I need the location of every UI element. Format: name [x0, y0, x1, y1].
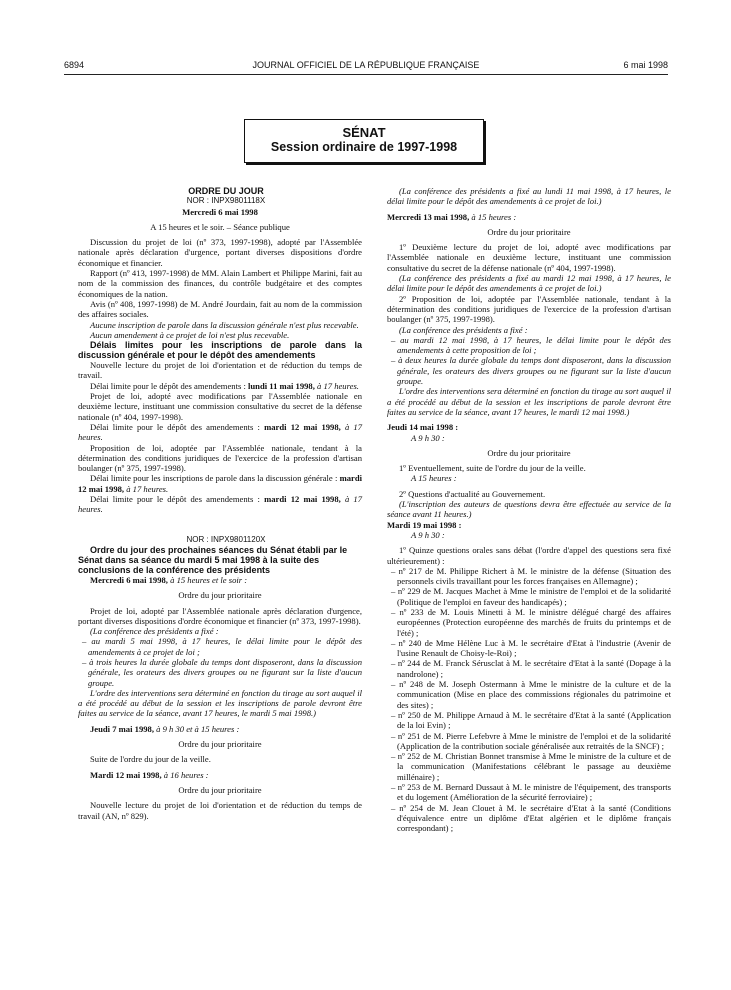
ordre-prioritaire-label: Ordre du jour prioritaire — [487, 447, 571, 458]
section-heading-delais: Délais limites pour les inscriptions de parole dans la discussion générale et pour le dépôt des amendements — [78, 340, 362, 361]
section-heading-prochaines-seances: Ordre du jour des prochaines séances du Sénat établi par le Sénat dans sa séance du mardi 5 mai 1998 à la suite des conclusions de la conférence des présidents — [78, 544, 348, 575]
paragraph: Nouvelle lecture du projet de loi d'orientation et de réduction du temps de travail. — [78, 360, 362, 381]
list-item: – à trois heures la durée globale du temps dont disposeront, dans la discussion générale, les orateurs des divers groupes ou ne figurant sur la liste d'aucun groupe. — [82, 656, 362, 688]
date-heading-6: Jeudi 14 mai 1998 : — [387, 422, 459, 433]
ordre-prioritaire-label: Ordre du jour prioritaire — [178, 784, 262, 795]
question-item: – nº 254 de M. Jean Clouet à M. le secrétaire d'Etat à la santé (Conditions d'équivalence entre un diplôme d'Etat algérien et le diplôme français correspondant) ; — [391, 802, 671, 834]
left-column — [78, 186, 362, 821]
paragraph: Délai limite pour le dépôt des amendements : mardi 12 mai 1998, à 17 heures. — [78, 421, 363, 443]
date-heading-3: Jeudi 7 mai 1998, à 9 h 30 et à 15 heures : — [90, 723, 240, 734]
question-item: – nº 251 de M. Pierre Lefebvre à Mme le ministre de l'emploi et de la solidarité (Application de la contribution sociale généralisée aux retraités de la SNCF) ; — [391, 730, 671, 751]
question-item: – nº 248 de M. Joseph Ostermann à Mme le ministre de la culture et de la communication (Mise en place des commissions régionales du patrimoine et des sites) ; — [391, 679, 671, 710]
time-label: A 9 h 30 : — [411, 529, 445, 540]
paragraph: L'ordre des interventions sera déterminé en fonction du tirage au sort auquel il a été procédé au début de la session et les inscriptions de parole devront être faites au service de la séance, avant 17 heures, le mardi 5 mai 1998.) — [78, 687, 362, 719]
paragraph: Proposition de loi, adoptée par l'Assemblée nationale, tendant à la détermination des conditions juridiques de l'exercice de la profession d'artisan boulanger (nº 375, 1997-1998). — [78, 442, 362, 474]
page-number: 6894 — [64, 60, 85, 70]
date-heading-4: Mardi 12 mai 1998, à 16 heures : — [90, 769, 209, 780]
question-item: – nº 253 de M. Bernard Dussaut à M. le ministre de l'équipement, des transports et du logement (Amélioration de la sécurité ferroviaire) ; — [391, 782, 671, 803]
ordre-prioritaire-label: Ordre du jour prioritaire — [487, 226, 571, 237]
paragraph: (La conférence des présidents a fixé : — [399, 324, 528, 335]
time-label: A 9 h 30 : — [411, 432, 445, 443]
question-item: – nº 229 de M. Jacques Machet à Mme le ministre de l'emploi et de la solidarité (Politique de l'emploi en faveur des handicapés) ; — [391, 586, 671, 607]
title-session: Session ordinaire de 1997-1998 — [270, 140, 458, 154]
list-item: – au mardi 5 mai 1998, à 17 heures, le délai limite pour le dépôt des amendements à ce projet de loi ; — [82, 636, 362, 657]
question-item: – nº 240 de Mme Hélène Luc à M. le secrétaire d'Etat à l'industrie (Avenir de l'usine Renault de Choisy-le-Roi) ; — [391, 637, 671, 659]
paragraph: (La conférence des présidents a fixé au lundi 11 mai 1998, à 17 heures, le délai limite pour le dépôt des amendements à ce projet de loi.) — [387, 186, 671, 207]
ordre-prioritaire-label: Ordre du jour prioritaire — [178, 590, 262, 601]
ordre-du-jour-title: ORDRE DU JOUR — [188, 186, 264, 196]
paragraph: Projet de loi, adopté par l'Assemblée nationale après déclaration d'urgence, portant diverses dispositions d'ordre économique et financier (nº 373, 1997-1998). — [78, 605, 362, 626]
question-item: – nº 252 de M. Christian Bonnet transmise à Mme le ministre de la culture et de la communication (Manifestations célébrant le passage au deuxième millénaire) ; — [391, 751, 671, 782]
list-item: – à deux heures la durée globale du temps dont disposeront, dans la discussion générale, les orateurs des divers groupes ou ne figurant sur la liste d'aucun groupe. — [391, 355, 671, 387]
issue-date: 6 mai 1998 — [623, 60, 668, 70]
paragraph: (La conférence des présidents a fixé au mardi 12 mai 1998, à 17 heures, le délai limite pour le dépôt des amendements à ce projet de loi.) — [387, 273, 671, 294]
paragraph: L'ordre des interventions sera déterminé en fonction du tirage au sort auquel il a été procédé au début de la session et les inscriptions de parole devront être faites au service de la séance, avant 17 heures, le mardi 12 mai 1998.) — [387, 386, 671, 417]
question-item: – nº 250 de M. Philippe Arnaud à M. le secrétaire d'Etat à la santé (Application de la loi Evin) ; — [391, 709, 671, 731]
paragraph: Délai limite pour le dépôt des amendements : lundi 11 mai 1998, à 17 heures. — [90, 380, 359, 391]
question-item: – nº 217 de M. Philippe Richert à M. le ministre de la défense (Situation des personnels civils travaillant pour les forces françaises en Allemagne) ; — [391, 565, 671, 587]
paragraph: 2º Proposition de loi, adoptée par l'Assemblée nationale, tendant à la détermination des conditions juridiques de l'exercice de la profession d'artisan boulanger (nº 375, 1997-1998). — [387, 293, 671, 325]
paragraph: 1º Deuxième lecture du projet de loi, adopté avec modifications par l'Assemblée nationale en deuxième lecture, instituant une commission consultative du secret de la défense nationale (nº 404, 1997-1998). — [387, 242, 671, 273]
paragraph: Aucun amendement à ce projet de loi n'est plus recevable. — [90, 329, 290, 340]
paragraph: (La conférence des présidents a fixé : — [90, 626, 219, 637]
journal-title: JOURNAL OFFICIEL DE LA RÉPUBLIQUE FRANÇAISE — [252, 60, 480, 70]
running-header — [64, 60, 668, 74]
paragraph: 1º Eventuellement, suite de l'ordre du jour de la veille. — [399, 463, 586, 474]
ordre-prioritaire-label: Ordre du jour prioritaire — [178, 739, 262, 750]
paragraph: Avis (nº 408, 1997-1998) de M. André Jourdain, fait au nom de la commission des affaires sociales. — [78, 298, 362, 320]
time-label: A 15 heures : — [411, 473, 457, 484]
list-item: – au mardi 12 mai 1998, à 17 heures, le délai limite pour le dépôt des amendements à cette proposition de loi ; — [391, 334, 671, 356]
right-column — [387, 186, 671, 834]
paragraph: Aucune inscription de parole dans la discussion générale n'est plus recevable. — [90, 319, 359, 330]
date-heading-2: Mercredi 6 mai 1998, à 15 heures et le soir : — [90, 574, 248, 585]
paragraph: Délai limite pour les inscriptions de parole dans la discussion générale : mardi 12 mai 1998, à 17 heures. — [78, 473, 362, 494]
question-item: – nº 233 de M. Louis Minetti à M. le ministre délégué chargé des affaires européennes (Protection européenne des marchés de fruits du printemps et de l'été) ; — [391, 606, 671, 638]
title-box — [244, 119, 484, 163]
paragraph: Discussion du projet de loi (nº 373, 1997-1998), adopté par l'Assemblée nationale après déclaration d'urgence, portant diverses dispositions d'ordre économique et financier. — [78, 237, 362, 268]
paragraph: 1º Quinze questions orales sans débat (l'ordre d'appel des questions sera fixé ultérieurement) : — [387, 545, 671, 566]
paragraph: Projet de loi, adopté avec modifications par l'Assemblée nationale en deuxième lecture, instituant une commission consultative du secret de la défense nationale (nº 404, 1997-1998). — [78, 391, 362, 422]
paragraph: Suite de l'ordre du jour de la veille. — [90, 754, 211, 765]
paragraph: Rapport (nº 413, 1997-1998) de MM. Alain Lambert et Philippe Marini, fait au nom de la commission des finances, du contrôle budgétaire et des comptes économiques de la nation. — [78, 268, 362, 299]
header-rule — [64, 74, 668, 75]
date-heading-7: Mardi 19 mai 1998 : — [387, 519, 462, 530]
title-senat: SÉNAT — [342, 125, 386, 140]
nor-reference-2: NOR : INPX9801120X — [186, 534, 266, 544]
seance-time: A 15 heures et le soir. – Séance publique — [150, 221, 290, 232]
question-item: – nº 244 de M. Franck Sérusclat à M. le secrétaire d'Etat à la santé (Dopage à la nandrolone) ; — [391, 658, 671, 679]
paragraph: Nouvelle lecture du projet de loi d'orientation et de réduction du temps de travail (AN, nº 829). — [78, 800, 362, 821]
date-heading-1: Mercredi 6 mai 1998 — [182, 206, 258, 217]
paragraph: Délai limite pour le dépôt des amendements : mardi 12 mai 1998, à 17 heures. — [78, 494, 363, 515]
paragraph: (L'inscription des auteurs de questions devra être effectuée au service de la séance avant 11 heures.) — [387, 499, 671, 520]
nor-reference-1: NOR : INPX9801118X — [186, 196, 266, 206]
paragraph: 2º Questions d'actualité au Gouvernement. — [399, 488, 546, 499]
date-heading-5: Mercredi 13 mai 1998, à 15 heures : — [387, 211, 517, 222]
